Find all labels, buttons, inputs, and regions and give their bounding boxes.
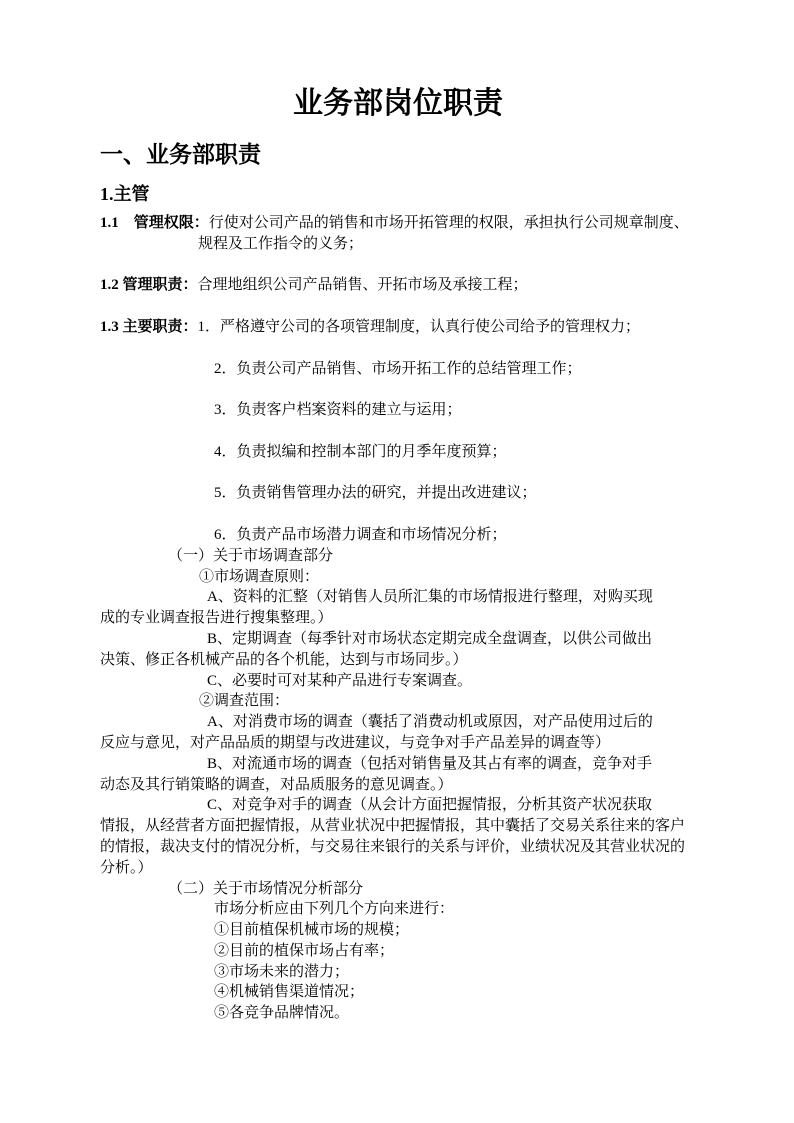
blank-line xyxy=(100,296,696,317)
doc-line xyxy=(100,213,696,234)
line-text: 合理地组织公司产品销售、开拓市场及承接工程； xyxy=(197,277,528,294)
doc-line: ④机械销售渠道情况； xyxy=(214,984,365,1001)
doc-line: ①市场调查原则： xyxy=(199,568,320,585)
doc-line: ⑤各竞争品牌情况。 xyxy=(214,1005,350,1022)
blank-line xyxy=(100,255,696,276)
doc-body xyxy=(100,213,696,1024)
sub-heading: 1.主管 xyxy=(100,184,150,204)
page-title: 业务部岗位职责 xyxy=(293,87,503,120)
line-label: 1.3 主要职责： xyxy=(100,318,198,335)
doc-line: 决策、修正各机械产品的各个机能，达到与市场同步。） xyxy=(100,651,468,668)
blank-line xyxy=(100,379,696,400)
doc-line: A、对消费市场的调查（囊括了消费动机或原因，对产品使用过后的 xyxy=(207,714,653,731)
blank-line xyxy=(100,463,696,484)
blank-line xyxy=(100,421,696,442)
doc-line: ①目前植保机械市场的规模； xyxy=(214,922,410,939)
line-label: 1.1 管理权限： xyxy=(100,215,209,231)
doc-line: 3．负责客户档案资料的建立与运用； xyxy=(214,402,462,419)
doc-line: 反应与意见，对产品品质的期望与改进建议，与竞争对手产品差异的调查等） xyxy=(100,734,611,751)
doc-line: C、必要时可对某种产品进行专案调查。 xyxy=(207,672,473,689)
doc-line: ②目前的植保市场占有率； xyxy=(214,942,395,959)
doc-line: 2．负责公司产品销售、市场开拓工作的总结管理工作； xyxy=(214,360,582,377)
section-heading: 一、业务部职责 xyxy=(100,142,261,167)
doc-line xyxy=(100,275,696,296)
doc-line: B、定期调查（每季针对市场状态定期完成全盘调查，以供公司做出 xyxy=(207,630,653,647)
doc-line: 动态及其行销策略的调查，对品质服务的意见调查。） xyxy=(100,776,453,793)
doc-line: 分析。） xyxy=(100,859,153,876)
doc-line: ②调查范围： xyxy=(199,693,290,710)
blank-line xyxy=(100,504,696,525)
doc-line: （一）关于市场调查部分 xyxy=(168,547,334,564)
doc-line: 规程及工作指令的义务； xyxy=(198,235,364,252)
doc-line: 5．负责销售管理办法的研究，并提出改进建议； xyxy=(214,485,537,502)
doc-line xyxy=(100,317,696,338)
line-text: 行使对公司产品的销售和市场开拓管理的权限，承担执行公司规章制度、 xyxy=(208,215,689,231)
doc-line: 情报，从经营者方面把握情报，从营业状况中把握情报，其中囊括了交易关系往来的客户 xyxy=(100,818,686,835)
line-text: 1．严格遵守公司的各项管理制度，认真行使公司给予的管理权力； xyxy=(197,318,641,335)
doc-line: 的情报，裁决支付的情况分析，与交易往来银行的关系与评价，业绩状况及其营业状况的 xyxy=(100,838,686,855)
blank-line xyxy=(100,338,696,359)
doc-line: A、资料的汇整（对销售人员所汇集的市场情报进行整理，对购买现 xyxy=(207,589,653,606)
doc-line: B、对流通市场的调查（包括对销售量及其占有率的调查，竞争对手 xyxy=(207,755,653,772)
doc-line: 成的专业调查报告进行搜集整理。） xyxy=(100,610,333,627)
doc-line: 6．负责产品市场潜力调查和市场情况分析； xyxy=(214,526,507,543)
doc-line: ③市场未来的潜力； xyxy=(214,963,350,980)
doc-line: 市场分析应由下列几个方向来进行： xyxy=(214,901,455,918)
doc-line: 4．负责拟编和控制本部门的月季年度预算； xyxy=(214,443,507,460)
line-label: 1.2 管理职责： xyxy=(100,277,198,294)
doc-line: C、对竞争对手的调查（从会计方面把握情报，分析其资产状况获取 xyxy=(207,797,653,814)
doc-line: （二）关于市场情况分析部分 xyxy=(168,880,364,897)
